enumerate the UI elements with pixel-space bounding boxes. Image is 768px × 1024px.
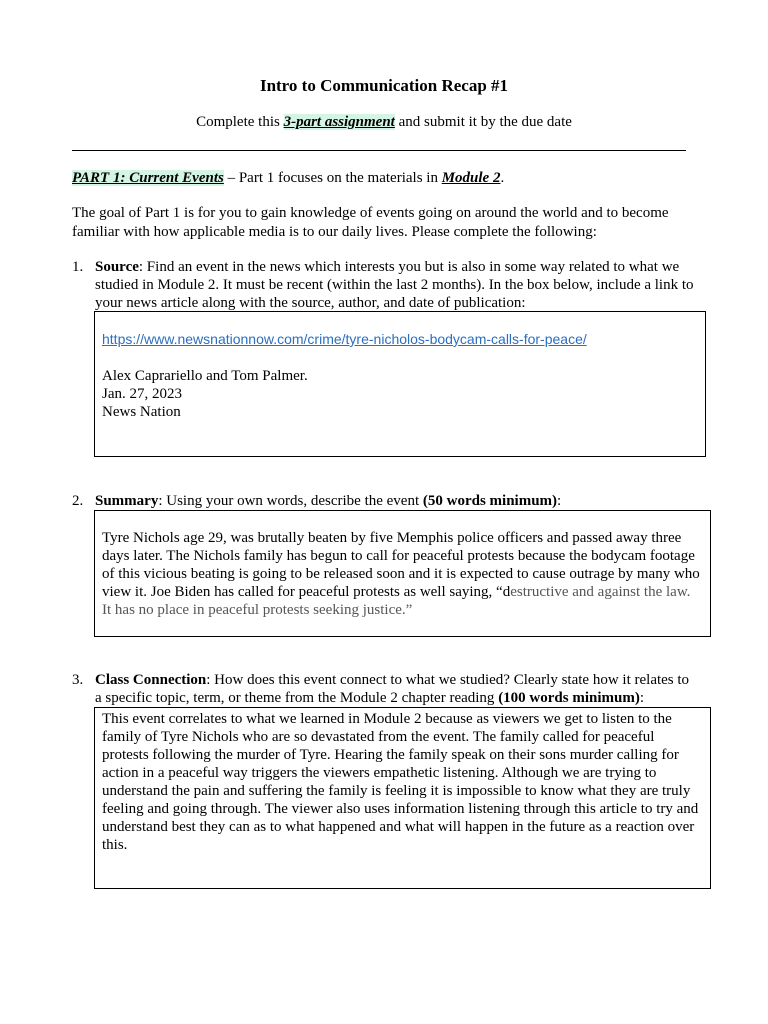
article-outlet: News Nation: [102, 404, 181, 420]
item-text: [95, 671, 695, 707]
item-label: Source: [95, 259, 139, 275]
article-authors: Alex Caprariello and Tom Palmer.: [102, 368, 308, 384]
part1-goal-paragraph: The goal of Part 1 is for you to gain knowledge of events going on around the world and to become familiar with how applicable media is to our daily lives. Please complete the following:: [72, 205, 669, 240]
item-description: : Using your own words, describe the event: [158, 493, 423, 509]
subtitle-lead: Complete this: [196, 114, 284, 130]
list-item-summary: [72, 492, 692, 512]
document-title: Intro to Communication Recap #1: [259, 76, 509, 95]
summary-text: [102, 529, 703, 619]
list-item-source: [72, 258, 692, 314]
item-colon: :: [557, 493, 562, 509]
horizontal-divider: [72, 150, 686, 151]
list-item-class-connection: [72, 671, 692, 709]
item-word-minimum: (100 words minimum): [498, 690, 640, 706]
item-text: [95, 492, 695, 510]
summary-body: Tyre Nichols age 29, was brutally beaten by five Memphis police officers and passed away three days later. The Nichols family has begun to call for peaceful protests because the bodycam footage of this vicious beating is going to be released soon and it is expected to cause outrage by many who view it. Joe Biden has called for peaceful protests as well saying, “d: [102, 530, 700, 600]
summary-quote: estructive and against the law. It has no place in peaceful protests seeking justice.”: [102, 584, 691, 618]
item-label: Summary: [95, 493, 159, 509]
item-number: 1.: [72, 259, 84, 275]
part1-intro: – Part 1 focuses on the materials in: [223, 170, 442, 186]
source-details: [102, 367, 308, 421]
assignment-highlight: 3-part assignment: [283, 114, 395, 130]
article-date: Jan. 27, 2023: [102, 386, 182, 402]
class-connection-answer-box[interactable]: [94, 707, 711, 889]
item-number: 2.: [72, 493, 84, 509]
item-text: [95, 258, 695, 312]
item-word-minimum: (50 words minimum): [422, 493, 558, 509]
source-answer-box[interactable]: [94, 311, 706, 457]
article-link[interactable]: https://www.newsnationnow.com/crime/tyre-nicholos-bodycam-calls-for-peace/: [102, 331, 587, 347]
item-description: : Find an event in the news which interests you but is also in some way related to what we studied in Module 2. It must be recent (within the last 2 months). In the box below, include a link to your news article along with the source, author, and date of publication:: [95, 259, 694, 311]
subtitle: [0, 112, 768, 132]
connection-text: This event correlates to what we learned in Module 2 because as viewers we get to listen to the family of Tyre Nichols who are so devastated from the event. The family called for peaceful protests following the murder of Tyre. Hearing the family speak on their sons murder calling for action in a peaceful way triggers the viewers empathetic listening. Although we are trying to understand the pain and suffering the family is feeling it is impossible to know what they are truly feeling and going through. The viewer also uses information listening through this article to try and understand best they can as to what happened and what will happen in the future as a reaction over this.: [102, 711, 699, 853]
item-number: 3.: [72, 672, 84, 688]
part1-label: PART 1: Current Events: [72, 170, 224, 186]
item-description: : How does this event connect to what we studied? Clearly state how it relates to a specific topic, term, or theme from the Module 2 chapter reading: [95, 672, 690, 706]
item-colon: :: [639, 690, 645, 706]
subtitle-tail: and submit it by the due date: [394, 114, 572, 130]
part1-heading: [72, 168, 504, 188]
summary-answer-box[interactable]: [94, 510, 711, 637]
part1-period: .: [500, 170, 505, 186]
item-label: Class Connection: [95, 672, 207, 688]
module-reference: Module 2: [441, 170, 501, 186]
